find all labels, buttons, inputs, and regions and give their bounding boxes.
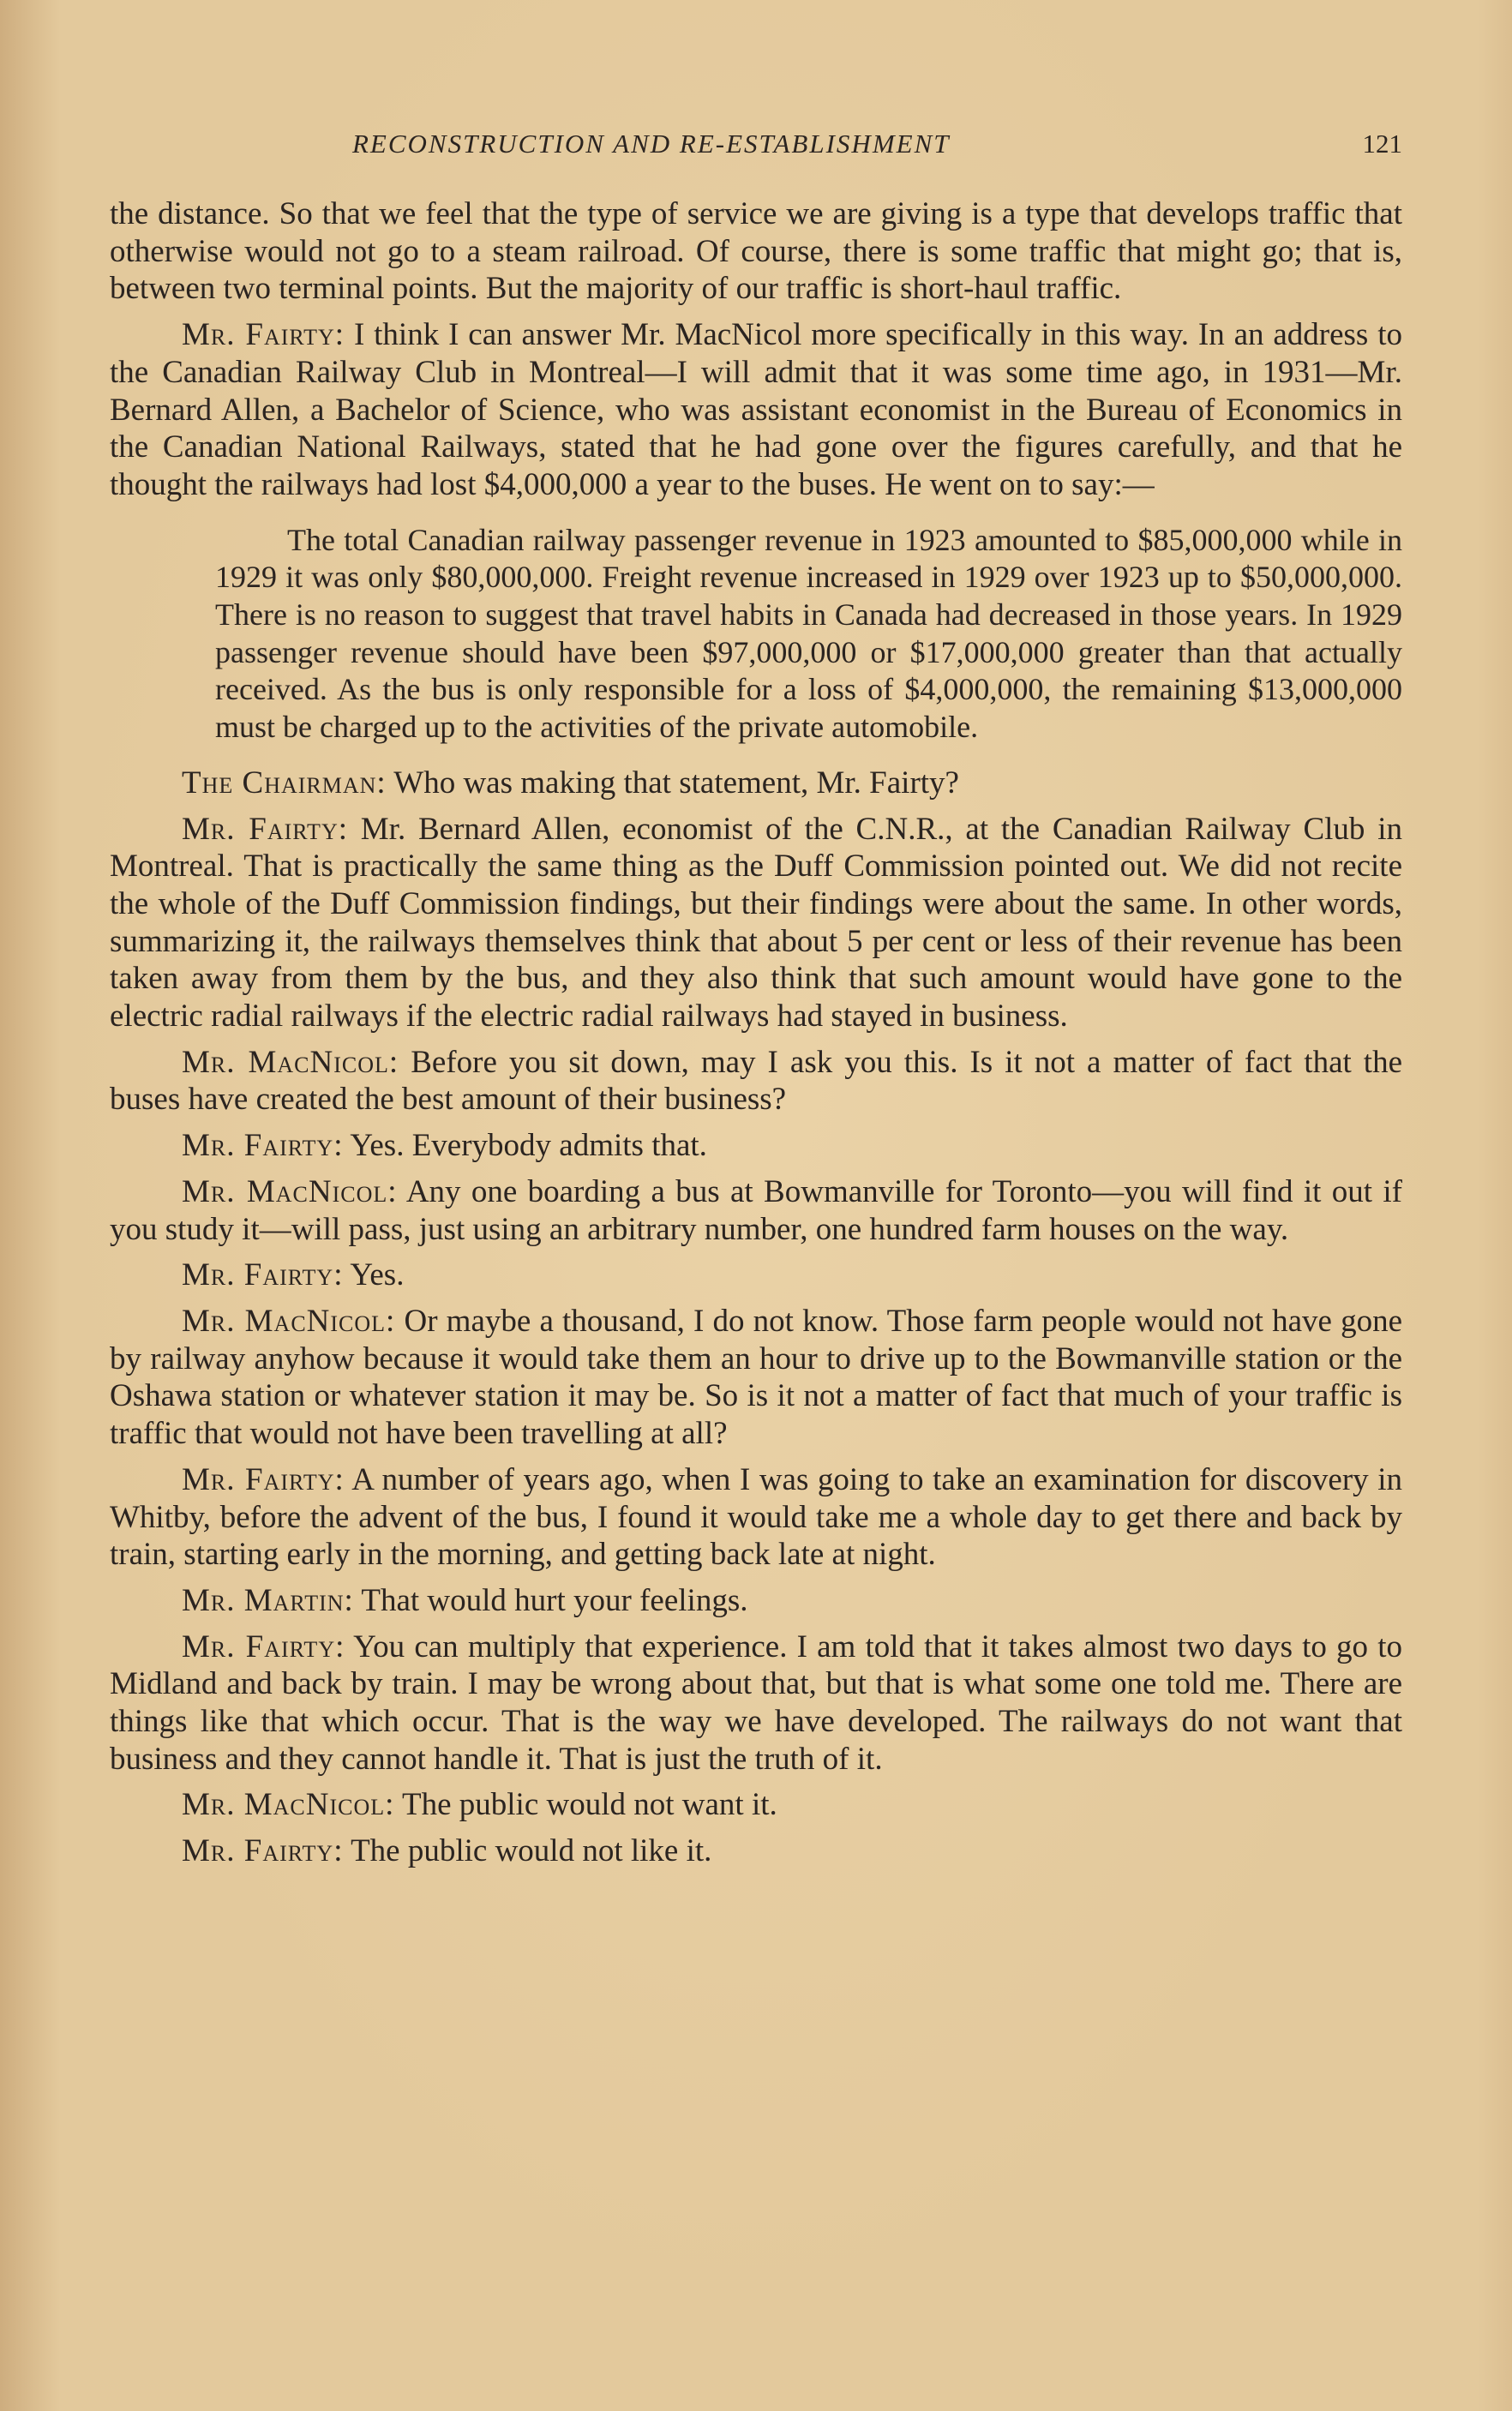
running-header (110, 129, 1402, 166)
speaker-name: Mr. Fairty: (182, 1461, 345, 1497)
speaker-name: Mr. Fairty: (182, 1257, 344, 1293)
paragraph: Mr. Fairty: Mr. Bernard Allen, economist of the C.N.R., at the Canadian Railway Club in Montreal. That is practically the same thing as the Duff Commission pointed out. We did not recite the whole of the Duff Commission findings, but their findings were about the same. In other words, summarizing it, the railways themselves think that about 5 per cent or less of their revenue has been taken away from them by the bus, and they also think that such amount would have gone to the electric radial railways if the electric radial railways had stayed in business. (110, 811, 1402, 1035)
page (110, 0, 1402, 2411)
speaker-name: Mr. Martin: (182, 1582, 354, 1618)
paragraph: Mr. MacNicol: The public would not want it. (182, 1787, 777, 1823)
paragraph: The Chairman: Who was making that statement, Mr. Fairty? (182, 765, 959, 801)
body-text (110, 195, 1402, 1870)
paragraph: Mr. Fairty: The public would not like it. (182, 1833, 712, 1869)
speaker-name: Mr. Fairty: (182, 1628, 345, 1664)
block-quote: The total Canadian railway passenger revenue in 1923 amounted to $85,000,000 while in 1929 it was only $80,000,000. Freight revenue increased in 1929 over 1923 up to $50,000,000. There is no reason to suggest that travel habits in Canada had decreased in those years. In 1929 passenger revenue should have been $97,000,000 or $17,000,000 greater than that actually received. As the bus is only responsible for a loss of $4,000,000, the remaining $13,000,000 must be charged up to the activities of the private automobile. (215, 522, 1402, 745)
speaker-name: Mr. Fairty: (182, 1128, 344, 1164)
paragraph: Mr. Fairty: You can multiply that experience. I am told that it takes almost two days to go to Midland and back by train. I may be wrong about that, but that is what some one told me. There are things like that which occur. That is the way we have developed. The railways do not want that business and they cannot handle it. That is just the truth of it. (110, 1628, 1402, 1777)
paragraph: Mr. Fairty: Yes. Everybody admits that. (182, 1128, 707, 1164)
speaker-name: Mr. MacNicol: (182, 1787, 395, 1823)
speaker-name: Mr. Fairty: (182, 1833, 344, 1869)
paragraph: Mr. MacNicol: Before you sit down, may I ask you this. Is it not a matter of fact that the buses have created the best amount of their business? (110, 1044, 1402, 1118)
speaker-name: Mr. MacNicol: (182, 1173, 398, 1209)
paragraph: Mr. Martin: That would hurt your feelings. (182, 1582, 748, 1618)
paragraph-continuation: the distance. So that we feel that the type of service we are giving is a type that develops traffic that otherwise would not go to a steam railroad. Of course, there is some traffic that might go; that is, between two terminal points. But the majority of our traffic is short-haul traffic. (110, 196, 1402, 307)
running-title: RECONSTRUCTION AND RE-ESTABLISHMENT (352, 129, 951, 159)
speaker-name: Mr. Fairty: (182, 811, 348, 847)
paragraph: Mr. Fairty: A number of years ago, when I was going to take an examination for discovery in Whitby, before the advent of the bus, I found it would take me a whole day to get there and back by train, starting early in the morning, and getting back late at night. (110, 1461, 1403, 1573)
paragraph: Mr. MacNicol: Or maybe a thousand, I do not know. Those farm people would not have gone by railway anyhow because it would take them an hour to drive up to the Bowmanville station or the Oshawa station or whatever station it may be. So is it not a matter of fact that much of your traffic is traffic that would not have been travelling at all? (110, 1303, 1402, 1452)
paragraph: Mr. MacNicol: Any one boarding a bus at Bowmanville for Toronto—you will find it out if you study it—will pass, just using an arbitrary number, one hundred farm houses on the way. (110, 1173, 1402, 1247)
paragraph: Mr. Fairty: I think I can answer Mr. MacNicol more specifically in this way. In an address to the Canadian Railway Club in Montreal—I will admit that it was some time ago, in 1931—Mr. Bernard Allen, a Bachelor of Science, who was assistant economist in the Bureau of Economics in the Canadian National Railways, stated that he had gone over the figures carefully, and that he thought the railways had lost $4,000,000 a year to the buses. He went on to say:— (110, 317, 1402, 502)
speaker-name: Mr. MacNicol: (182, 1044, 399, 1080)
paragraph: Mr. Fairty: Yes. (182, 1257, 405, 1293)
speaker-name: Mr. MacNicol: (182, 1303, 396, 1339)
speaker-name: Mr. Fairty: (182, 317, 345, 353)
speaker-name: The Chairman: (182, 765, 387, 801)
page-number: 121 (1362, 129, 1402, 159)
